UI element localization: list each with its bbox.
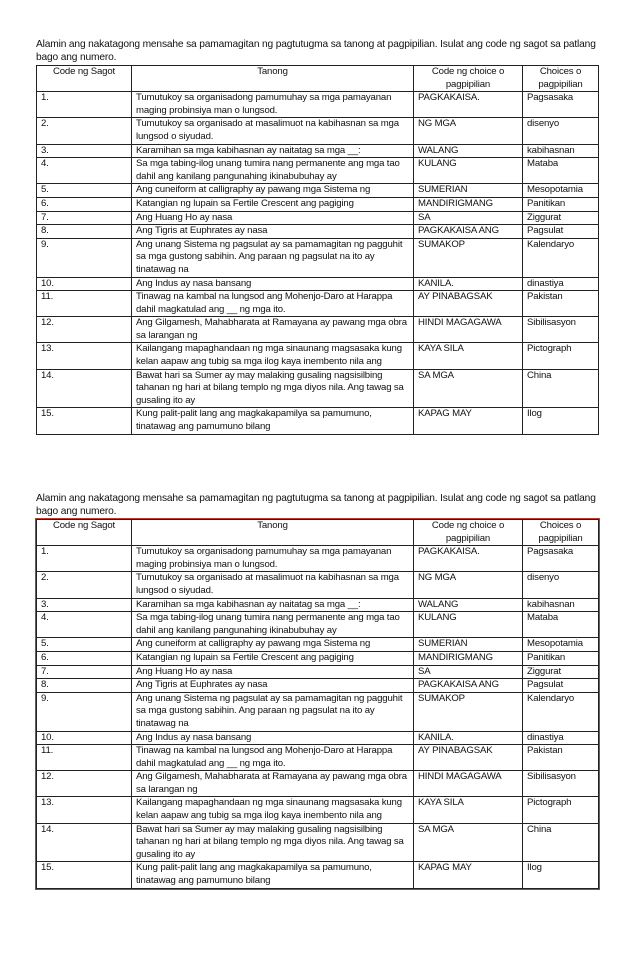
question-text: Ang Indus ay nasa bansang (132, 731, 414, 745)
row-number: 4. (37, 158, 132, 184)
question-table (36, 65, 599, 435)
choice-text: Panitikan (523, 197, 599, 211)
row-number: 15. (37, 862, 132, 888)
header-code: Code ng Sagot (37, 520, 132, 546)
table-row (37, 317, 599, 343)
choice-text: kabihasnan (523, 598, 599, 612)
question-text: Ang unang Sistema ng pagsulat ay sa pamamagitan ng pagguhit sa mga gustong sabihin. Ang paraan ng pagsulat na ito ay tinatawag na (132, 692, 414, 731)
table-row (37, 745, 599, 771)
question-text: Kung palit-palit lang ang magkakapamilya sa pamumuno, tinatawag ang pamumuno bilang (132, 408, 414, 434)
question-text: Ang unang Sistema ng pagsulat ay sa pamamagitan ng pagguhit sa mga gustong sabihin. Ang paraan ng pagsulat na ito ay tinatawag na (132, 238, 414, 277)
choice-text: Pakistan (523, 745, 599, 771)
choice-code: KAYA SILA (414, 797, 523, 823)
question-text: Tumutukoy sa organisado at masalimuot na kabihasnan sa mga lungsod o siyudad. (132, 118, 414, 144)
table-row (37, 369, 599, 408)
header-choices: Choices o pagpipilian (523, 520, 599, 546)
header-tanong: Tanong (132, 520, 414, 546)
worksheet-section-2 (36, 492, 598, 889)
question-text: Sa mga tabing-ilog unang tumira nang permanente ang mga tao dahil ang kanilang pangunahing ikinabubuhay ay (132, 158, 414, 184)
row-number: 6. (37, 197, 132, 211)
table-row (37, 651, 599, 665)
row-number: 15. (37, 408, 132, 434)
question-text: Ang Tigris at Euphrates ay nasa (132, 225, 414, 239)
question-text: Kailangang mapaghandaan ng mga sinaunang magsasaka kung kelan aapaw ang tubig sa mga ilog kaya inembento nila ang (132, 343, 414, 369)
question-text: Bawat hari sa Sumer ay may malaking gusaling nagsisilbing tahanan ng hari at bilang templo ng mga diyos nila. Ang tawag sa gusaling ito ay (132, 823, 414, 862)
row-number: 7. (37, 211, 132, 225)
choice-text: Mataba (523, 158, 599, 184)
row-number: 11. (37, 291, 132, 317)
choice-text: Ilog (523, 408, 599, 434)
instructions: Alamin ang nakatagong mensahe sa pamamagitan ng pagtutugma sa tanong at pagpipilian. Isulat ang code ng sagot sa patlang bago ang numero. (36, 493, 596, 517)
header-choice-code: Code ng choice o pagpipilian (414, 66, 523, 92)
header-choices: Choices o pagpipilian (523, 66, 599, 92)
question-text: Katangian ng lupain sa Fertile Crescent ang pagiging (132, 651, 414, 665)
choice-code: SUMAKOP (414, 692, 523, 731)
choice-code: WALANG (414, 598, 523, 612)
table-row (37, 118, 599, 144)
question-text: Ang cuneiform at calligraphy ay pawang mga Sistema ng (132, 184, 414, 198)
row-number: 11. (37, 745, 132, 771)
row-number: 8. (37, 679, 132, 693)
row-number: 5. (37, 184, 132, 198)
choice-code: KAPAG MAY (414, 408, 523, 434)
question-text: Ang Tigris at Euphrates ay nasa (132, 679, 414, 693)
choice-text: China (523, 369, 599, 408)
choice-text: Pictograph (523, 343, 599, 369)
row-number: 8. (37, 225, 132, 239)
choice-code: SUMERIAN (414, 638, 523, 652)
row-number: 2. (37, 118, 132, 144)
header-code: Code ng Sagot (37, 66, 132, 92)
row-number: 14. (37, 369, 132, 408)
choice-text: Kalendaryo (523, 692, 599, 731)
row-number: 1. (37, 92, 132, 118)
choice-text: Sibilisasyon (523, 317, 599, 343)
row-number: 1. (37, 546, 132, 572)
question-text: Ang Huang Ho ay nasa (132, 211, 414, 225)
row-number: 9. (37, 692, 132, 731)
instructions: Alamin ang nakatagong mensahe sa pamamagitan ng pagtutugma sa tanong at pagpipilian. Isulat ang code ng sagot sa patlang bago ang numero. (36, 39, 596, 63)
choice-code: WALANG (414, 144, 523, 158)
question-text: Tumutukoy sa organisadong pamumuhay sa mga pamayanan maging probinsiya man o lungsod. (132, 546, 414, 572)
question-text: Tumutukoy sa organisado at masalimuot na kabihasnan sa mga lungsod o siyudad. (132, 572, 414, 598)
question-text: Kung palit-palit lang ang magkakapamilya sa pamumuno, tinatawag ang pamumuno bilang (132, 862, 414, 888)
choice-text: China (523, 823, 599, 862)
row-number: 14. (37, 823, 132, 862)
table-row (37, 638, 599, 652)
row-number: 10. (37, 277, 132, 291)
choice-code: NG MGA (414, 572, 523, 598)
choice-code: KAYA SILA (414, 343, 523, 369)
table-row (37, 408, 599, 434)
choice-code: SA (414, 211, 523, 225)
worksheet-section-1 (36, 38, 598, 435)
choice-text: Pagsulat (523, 679, 599, 693)
table-row (37, 572, 599, 598)
table-row (37, 211, 599, 225)
row-number: 3. (37, 598, 132, 612)
table-row (37, 291, 599, 317)
choice-code: PAGKAKAISA. (414, 546, 523, 572)
choice-code: SA MGA (414, 369, 523, 408)
question-text: Tumutukoy sa organisadong pamumuhay sa mga pamayanan maging probinsiya man o lungsod. (132, 92, 414, 118)
question-text: Ang Gilgamesh, Mahabharata at Ramayana ay pawang mga obra sa larangan ng (132, 317, 414, 343)
row-number: 13. (37, 797, 132, 823)
choice-code: KULANG (414, 158, 523, 184)
row-number: 4. (37, 612, 132, 638)
choice-text: Ziggurat (523, 211, 599, 225)
question-text: Bawat hari sa Sumer ay may malaking gusaling nagsisilbing tahanan ng hari at bilang templo ng mga diyos nila. Ang tawag sa gusaling ito ay (132, 369, 414, 408)
choice-text: Ilog (523, 862, 599, 888)
question-text: Ang Huang Ho ay nasa (132, 665, 414, 679)
question-text: Karamihan sa mga kabihasnan ay naitatag sa mga __: (132, 144, 414, 158)
row-number: 12. (37, 771, 132, 797)
table-row (37, 546, 599, 572)
choice-text: dinastiya (523, 277, 599, 291)
choice-code: KAPAG MAY (414, 862, 523, 888)
table-row (37, 665, 599, 679)
row-number: 2. (37, 572, 132, 598)
table-row (37, 692, 599, 731)
question-text: Katangian ng lupain sa Fertile Crescent ang pagiging (132, 197, 414, 211)
choice-text: Mesopotamia (523, 638, 599, 652)
question-text: Ang Indus ay nasa bansang (132, 277, 414, 291)
row-number: 12. (37, 317, 132, 343)
table-row (37, 197, 599, 211)
table-row (37, 797, 599, 823)
choice-code: SA (414, 665, 523, 679)
header-choice-code: Code ng choice o pagpipilian (414, 520, 523, 546)
question-text: Ang cuneiform at calligraphy ay pawang mga Sistema ng (132, 638, 414, 652)
table-row (37, 343, 599, 369)
question-text: Karamihan sa mga kabihasnan ay naitatag sa mga __: (132, 598, 414, 612)
header-tanong: Tanong (132, 66, 414, 92)
choice-code: HINDI MAGAGAWA (414, 317, 523, 343)
choice-code: NG MGA (414, 118, 523, 144)
row-number: 9. (37, 238, 132, 277)
choice-code: PAGKAKAISA ANG (414, 225, 523, 239)
table-row (37, 771, 599, 797)
row-number: 5. (37, 638, 132, 652)
table-row (37, 184, 599, 198)
row-number: 10. (37, 731, 132, 745)
choice-text: disenyo (523, 572, 599, 598)
choice-text: Panitikan (523, 651, 599, 665)
question-text: Ang Gilgamesh, Mahabharata at Ramayana ay pawang mga obra sa larangan ng (132, 771, 414, 797)
choice-text: Pagsasaka (523, 92, 599, 118)
choice-text: Sibilisasyon (523, 771, 599, 797)
choice-text: kabihasnan (523, 144, 599, 158)
table-row (37, 823, 599, 862)
choice-text: Pagsulat (523, 225, 599, 239)
choice-code: SA MGA (414, 823, 523, 862)
choice-code: AY PINABAGSAK (414, 291, 523, 317)
choice-code: PAGKAKAISA ANG (414, 679, 523, 693)
choice-text: Pictograph (523, 797, 599, 823)
table-row (37, 277, 599, 291)
question-text: Tinawag na kambal na lungsod ang Mohenjo-Daro at Harappa dahil magkatulad ang __ ng mga ito. (132, 291, 414, 317)
row-number: 13. (37, 343, 132, 369)
choice-text: Ziggurat (523, 665, 599, 679)
choice-code: KANILA. (414, 277, 523, 291)
table-row (37, 679, 599, 693)
question-text: Kailangang mapaghandaan ng mga sinaunang magsasaka kung kelan aapaw ang tubig sa mga ilog kaya inembento nila ang (132, 797, 414, 823)
choice-text: dinastiya (523, 731, 599, 745)
row-number: 7. (37, 665, 132, 679)
choice-code: SUMERIAN (414, 184, 523, 198)
choice-code: KANILA. (414, 731, 523, 745)
row-number: 3. (37, 144, 132, 158)
choice-code: HINDI MAGAGAWA (414, 771, 523, 797)
choice-code: KULANG (414, 612, 523, 638)
row-number: 6. (37, 651, 132, 665)
table-row (37, 598, 599, 612)
choice-code: MANDIRIGMANG (414, 651, 523, 665)
choice-text: Mesopotamia (523, 184, 599, 198)
choice-text: Kalendaryo (523, 238, 599, 277)
table-row (37, 612, 599, 638)
table-row (37, 862, 599, 888)
choice-code: PAGKAKAISA. (414, 92, 523, 118)
choice-code: MANDIRIGMANG (414, 197, 523, 211)
choice-text: Mataba (523, 612, 599, 638)
choice-code: AY PINABAGSAK (414, 745, 523, 771)
question-text: Sa mga tabing-ilog unang tumira nang permanente ang mga tao dahil ang kanilang pangunahing ikinabubuhay ay (132, 612, 414, 638)
choice-text: Pakistan (523, 291, 599, 317)
table-row (37, 158, 599, 184)
table-row (37, 92, 599, 118)
question-text: Tinawag na kambal na lungsod ang Mohenjo-Daro at Harappa dahil magkatulad ang __ ng mga ito. (132, 745, 414, 771)
table-row (37, 144, 599, 158)
choice-text: disenyo (523, 118, 599, 144)
choice-text: Pagsasaka (523, 546, 599, 572)
question-table (36, 519, 599, 889)
table-header-row (37, 66, 599, 92)
choice-code: SUMAKOP (414, 238, 523, 277)
table-row (37, 225, 599, 239)
table-header-row (37, 520, 599, 546)
table-row (37, 731, 599, 745)
table-row (37, 238, 599, 277)
